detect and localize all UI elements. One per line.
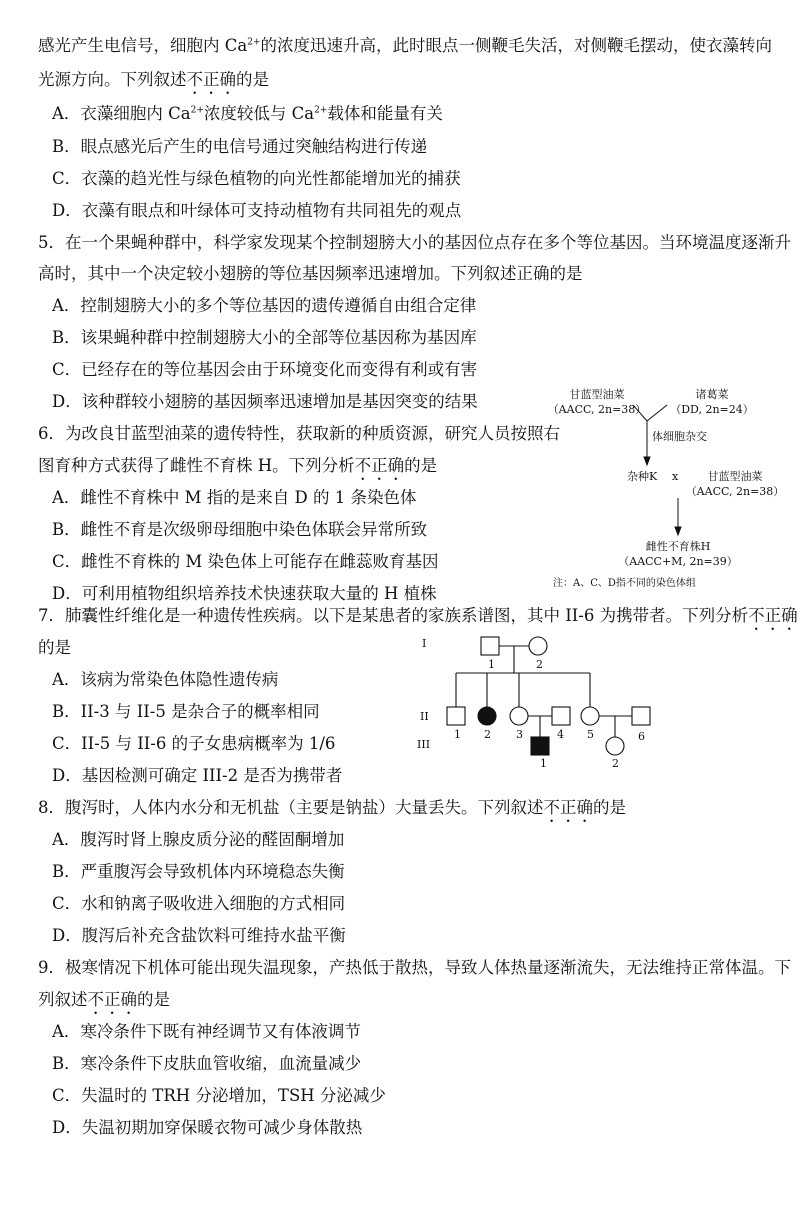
- parent3-name: 甘蓝型油菜: [707, 470, 763, 483]
- q5-option-d: D．该种群较小翅膀的基因频率迅速增加是基因突变的结果: [52, 392, 478, 411]
- parent3-genotype: （AACC, 2n=38）: [685, 485, 785, 498]
- individual-i1-male: [481, 637, 499, 655]
- label-ii5: 5: [587, 728, 594, 741]
- hybrid-k-label: 杂种K: [627, 470, 658, 483]
- q9-option-c: C．失温时的 TRH 分泌增加，TSH 分泌减少: [52, 1086, 386, 1105]
- q6-stem-line2: 图育种方式获得了雌性不育株 H。下列分析不正确的是: [38, 456, 438, 475]
- q9-stem-line2: 列叙述不正确的是: [38, 990, 170, 1009]
- label-iii1: 1: [540, 757, 547, 770]
- q6-stem-line1: 6．为改良甘蓝型油菜的遗传特性，获取新的种质资源，研究人员按照右: [38, 424, 560, 443]
- q8-option-c: C．水和钠离子吸收进入细胞的方式相同: [52, 894, 346, 913]
- label-i2: 2: [536, 658, 543, 671]
- individual-iii1-affected-male: [531, 737, 549, 755]
- q4-option-c: C．衣藻的趋光性与绿色植物的向光性都能增加光的捕获: [52, 169, 461, 188]
- q9-stem-line1: 9．极寒情况下机体可能出现失温现象，产热低于散热，导致人体热量逐渐流失，无法维持正常体温。下: [38, 958, 791, 977]
- parent2-name: 诸葛菜: [695, 388, 729, 401]
- label-i1: 1: [488, 658, 495, 671]
- parent1-genotype: （AACC, 2n=38）: [547, 403, 647, 416]
- label-iii2: 2: [612, 757, 619, 770]
- individual-i2-female: [529, 637, 547, 655]
- individual-ii3-female: [510, 707, 528, 725]
- q7-option-d: D．基因检测可确定 III-2 是否为携带者: [52, 766, 343, 785]
- emphasis-not-correct: 不正确: [87, 990, 137, 1009]
- parent2-genotype: （DD, 2n=24）: [670, 403, 754, 416]
- generation-label-iii: III: [417, 738, 431, 751]
- generation-label-i: I: [422, 637, 427, 650]
- label-ii3: 3: [516, 728, 523, 741]
- q5-option-a: A．控制翅膀大小的多个等位基因的遗传遵循自由组合定律: [52, 296, 477, 315]
- generation-label-ii: II: [420, 710, 429, 723]
- diagram-note: 注：A、C、D指不同的染色体组: [553, 578, 696, 589]
- breeding-diagram: [535, 383, 795, 593]
- q4-option-a: A．衣藻细胞内 $Ca^{2+}$浓度较低与 $Ca^{2+}$载体和能量有关: [52, 104, 443, 123]
- q8-option-a: A．腹泻时肾上腺皮质分泌的醛固酮增加: [52, 830, 345, 849]
- individual-ii5-female: [581, 707, 599, 725]
- q7-option-c: C．II-5 与 II-6 的子女患病概率为 1/6: [52, 734, 336, 753]
- q9-option-d: D．失温初期加穿保暖衣物可减少身体散热: [52, 1118, 363, 1137]
- pedigree-chart: [412, 625, 672, 770]
- individual-ii2-affected-female: [478, 707, 496, 725]
- q6-option-c: C．雌性不育株的 M 染色体上可能存在雌蕊败育基因: [52, 552, 439, 571]
- individual-iii2-female: [606, 737, 624, 755]
- q4-option-b: B．眼点感光后产生的电信号通过突触结构进行传递: [52, 137, 428, 156]
- q9-option-a: A．寒冷条件下既有神经调节又有体液调节: [52, 1022, 361, 1041]
- result-name: 雌性不育株H: [645, 540, 711, 553]
- merge-line-right: [647, 405, 667, 421]
- q6-option-a: A．雌性不育株中 M 指的是来自 D 的 1 条染色体: [52, 488, 417, 507]
- individual-ii1-male: [447, 707, 465, 725]
- arrowhead-icon: [644, 457, 650, 465]
- emphasis-not-correct: 不正确: [748, 606, 798, 625]
- q7-option-b: B．II-3 与 II-5 是杂合子的概率相同: [52, 702, 320, 721]
- q5-option-b: B．该果蝇种群中控制翅膀大小的全部等位基因称为基因库: [52, 328, 477, 347]
- q6-option-b: B．雌性不育是次级卵母细胞中染色体联会异常所致: [52, 520, 428, 539]
- label-ii2: 2: [484, 728, 491, 741]
- q5-stem-line2: 高时，其中一个决定较小翅膀的等位基因频率迅速增加。下列叙述正确的是: [38, 264, 583, 283]
- q8-option-b: B．严重腹泻会导致机体内环境稳态失衡: [52, 862, 345, 881]
- label-ii1: 1: [454, 728, 461, 741]
- q8-stem: 8．腹泻时，人体内水分和无机盐（主要是钠盐）大量丢失。下列叙述不正确的是: [38, 798, 626, 817]
- emphasis-not-correct: 不正确: [543, 798, 593, 817]
- parent1-name: 甘蓝型油菜: [569, 388, 625, 401]
- q7-stem-line1: 7．肺囊性纤维化是一种遗传性疾病。以下是某患者的家族系谱图，其中 II-6 为携带者。下列分析不正确: [38, 606, 798, 625]
- individual-ii6-male: [632, 707, 650, 725]
- label-ii6: 6: [638, 730, 645, 743]
- result-genotype: （AACC+M, 2n=39）: [618, 555, 738, 568]
- label-ii4: 4: [557, 728, 564, 741]
- arrowhead-icon: [675, 527, 681, 535]
- q9-option-b: B．寒冷条件下皮肤血管收缩，血流量减少: [52, 1054, 362, 1073]
- q5-option-c: C．已经存在的等位基因会由于环境变化而变得有利或有害: [52, 360, 478, 379]
- q7-stem-line2: 的是: [38, 638, 71, 657]
- q7-option-a: A．该病为常染色体隐性遗传病: [52, 670, 279, 689]
- cross-sign: x: [672, 470, 679, 483]
- q8-option-d: D．腹泻后补充含盐饮料可维持水盐平衡: [52, 926, 346, 945]
- q4-stem-line1: 感光产生电信号，细胞内 $Ca^{2+}$的浓度迅速升高，此时眼点一侧鞭毛失活，对侧鞭毛摆动，使衣藻转向: [38, 36, 772, 55]
- emphasis-not-correct: 不正确: [186, 70, 236, 89]
- q6-option-d: D．可利用植物组织培养技术快速获取大量的 H 植株: [52, 584, 437, 603]
- individual-ii4-male: [552, 707, 570, 725]
- q4-option-d: D．衣藻有眼点和叶绿体可支持动植物有共同祖先的观点: [52, 201, 462, 220]
- q4-stem-line2: 光源方向。下列叙述不正确的是: [38, 70, 269, 89]
- q5-stem-line1: 5．在一个果蝇种群中，科学家发现某个控制翅膀大小的基因位点存在多个等位基因。当环境温度逐渐升: [38, 233, 791, 252]
- method-label: 体细胞杂交: [652, 430, 707, 443]
- emphasis-not-correct: 不正确: [354, 456, 405, 475]
